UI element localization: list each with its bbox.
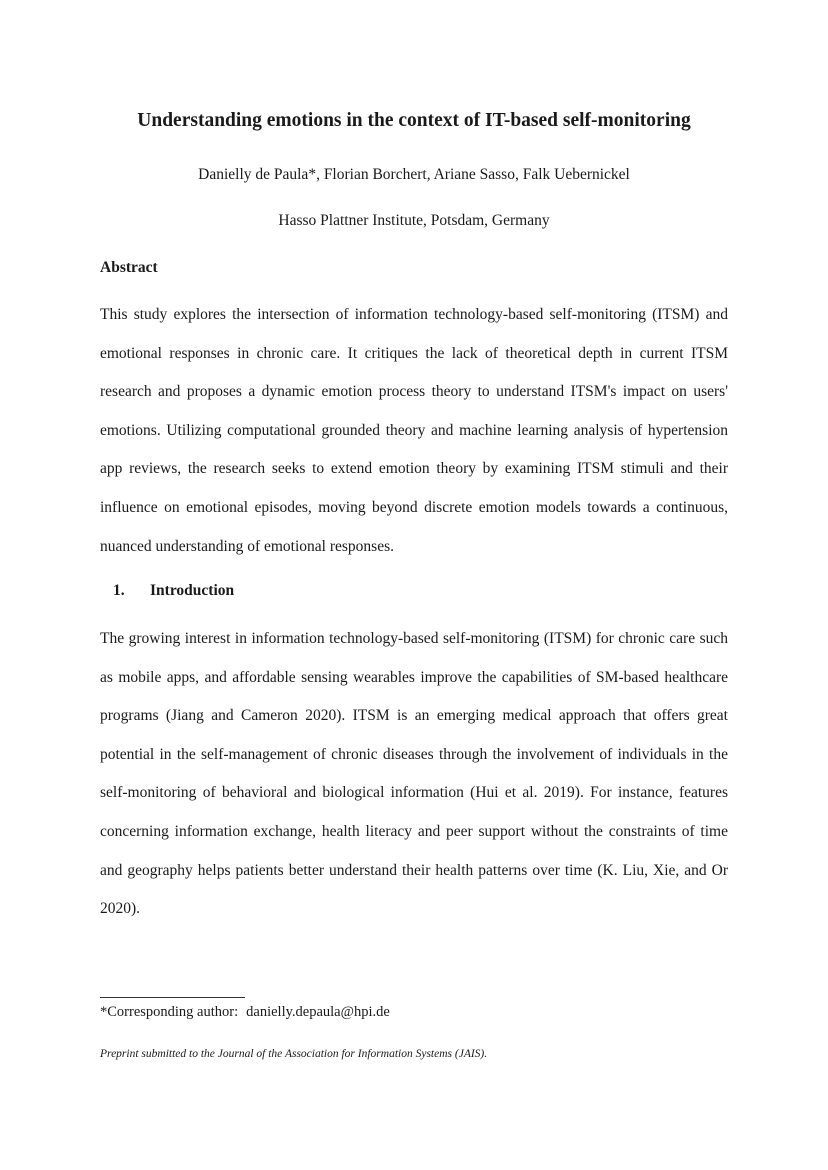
preprint-note: Preprint submitted to the Journal of the Association for Information Systems (JAIS).: [100, 1048, 488, 1060]
affiliation: Hasso Plattner Institute, Potsdam, Germany: [278, 212, 550, 229]
section-title: Introduction: [150, 582, 235, 599]
section-number: 1.: [113, 582, 125, 599]
footnote-label: *Corresponding author:: [100, 1004, 239, 1020]
author-list: Danielly de Paula*, Florian Borchert, Ariane Sasso, Falk Uebernickel: [198, 166, 630, 183]
introduction-text: The growing interest in information technology-based self-monitoring (ITSM) for chronic care such as mobile apps, and affordable sensing wearables improve the capabilities of SM-based healthcare programs (Jiang and Cameron 2020). ITSM is an emerging medical approach that offers great potential in the self-management of chronic diseases through the involvement of individuals in the self-monitoring of behavioral and biological information (Hui et al. 2019). For instance, features concerning information exchange, health literacy and peer support without the constraints of time and geography helps patients better understand their health patterns over time (K. Liu, Xie, and Or 2020).: [100, 630, 728, 918]
footnote: [100, 1004, 390, 1021]
abstract-heading: Abstract: [100, 259, 158, 276]
section-heading-introduction: [113, 582, 234, 600]
paper-title: Understanding emotions in the context of IT-based self-monitoring: [137, 110, 691, 131]
footnote-divider: [100, 997, 245, 998]
author-email-link[interactable]: danielly.depaula@hpi.de: [246, 1004, 390, 1020]
abstract-text: This study explores the intersection of information technology-based self-monitoring (ITSM) and emotional responses in chronic care. It critiques the lack of theoretical depth in current ITSM research and proposes a dynamic emotion process theory to understand ITSM's impact on users' emotions. Utilizing computational grounded theory and machine learning analysis of hypertension app reviews, the research seeks to extend emotion theory by examining ITSM stimuli and their influence on emotional episodes, moving beyond discrete emotion models towards a continuous, nuanced understanding of emotional responses.: [100, 306, 728, 555]
